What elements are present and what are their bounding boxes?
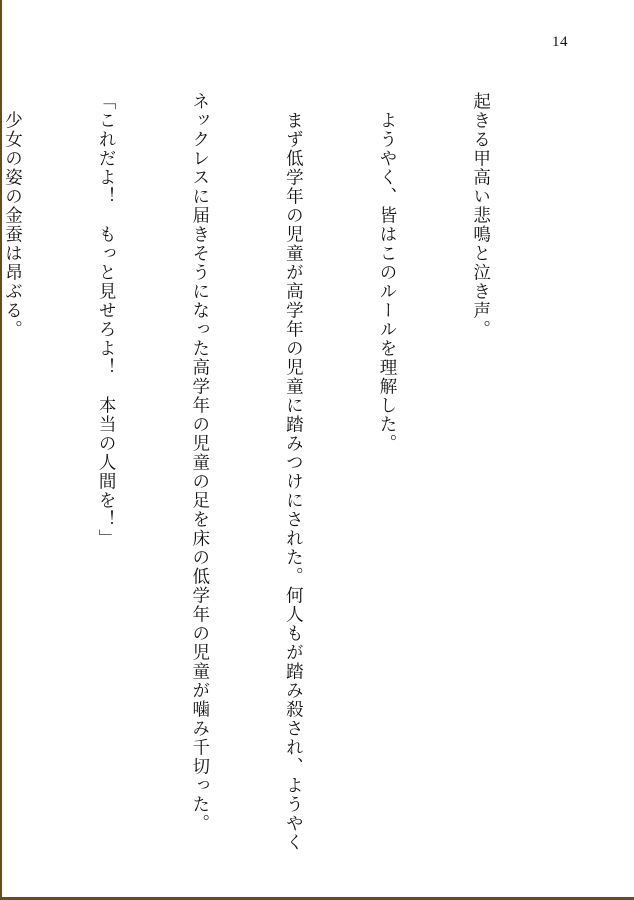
text-line: 起きる甲高い悲鳴と泣き声。 bbox=[470, 92, 491, 339]
text-line: まず低学年の児童が高学年の児童に踏みつけにされた。何人もが踏み殺され、ようやく bbox=[283, 92, 304, 852]
text-line: 「これだよ！ もっと見せろよ！ 本当の人間を！」 bbox=[96, 92, 117, 548]
page-number: 14 bbox=[552, 34, 568, 50]
text-line: ようやく、皆はこのルールを理解した。 bbox=[376, 92, 397, 453]
text-line: ネックレスに届きそうになった高学年の児童の足を床の低学年の児童が噛み千切った。 bbox=[189, 92, 210, 833]
text-line: 少女の姿の金蚕は昂ぶる。 bbox=[2, 92, 23, 339]
vertical-text-body bbox=[0, 92, 558, 882]
